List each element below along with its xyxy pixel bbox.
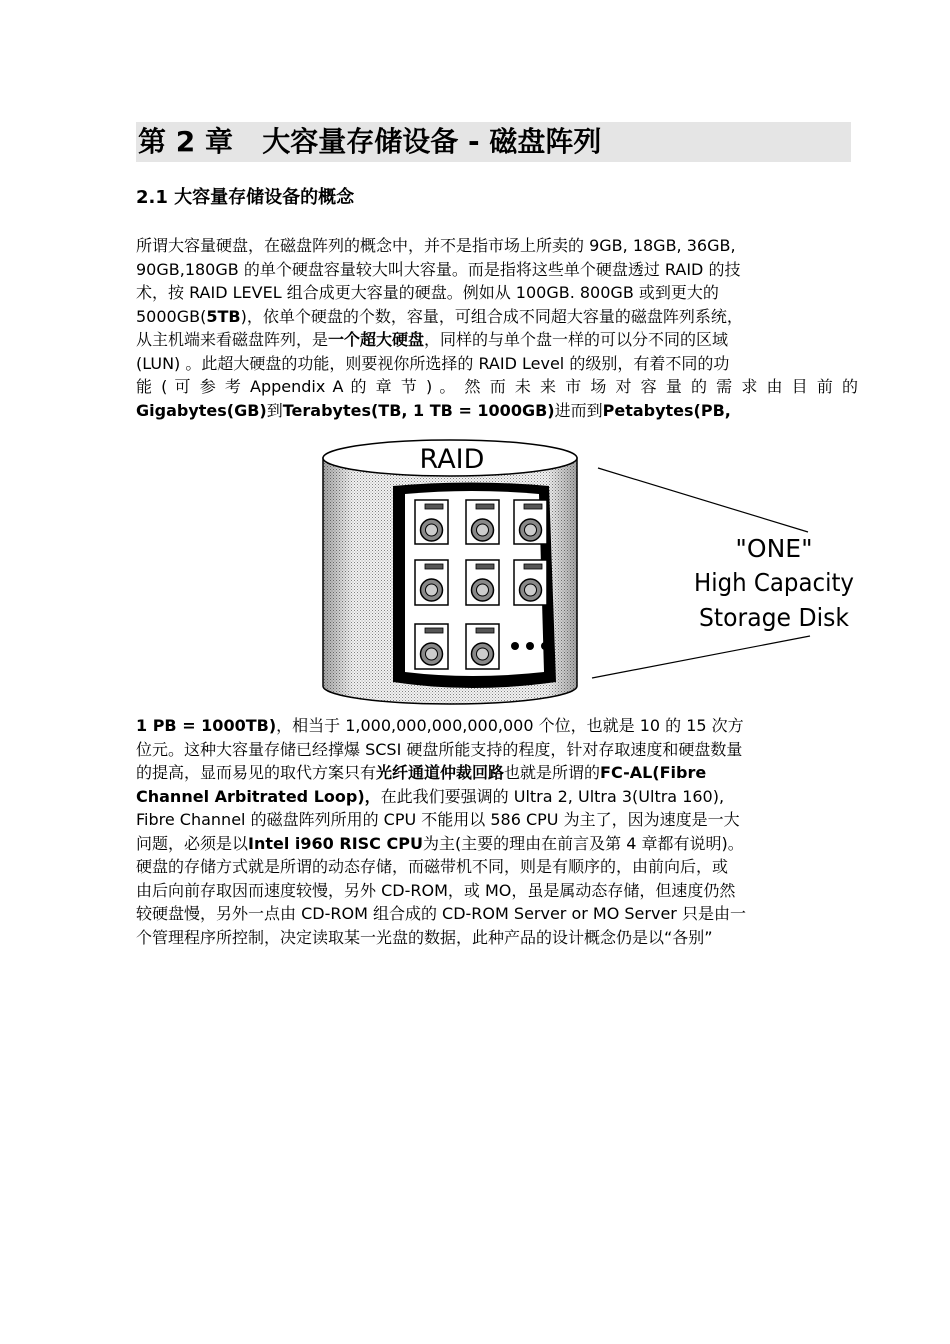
disk-icon [415,560,448,605]
bold-term: 5TB [206,306,241,326]
text-line: 90GB,180GB 的单个硬盘容量较大叫大容量。而是指将这些单个硬盘透过 RAID 的技 [136,259,741,279]
chapter-number: 第 2 章 [138,125,233,158]
section-number: 2.1 [136,187,168,208]
caption-line: Storage Disk [699,603,850,632]
paragraph-2 [136,714,858,949]
text-line: (LUN) 。此超大硬盘的功能，则要视你所选择的 RAID Level 的级别，有着不同的功 [136,353,730,373]
bold-term: 1 PB = 1000TB) [136,716,277,735]
raid-label: RAID [419,444,485,475]
raid-diagram [318,436,883,711]
disk-icon [466,500,499,544]
text-line: 术，按 RAID LEVEL 组合成更大容量的硬盘。例如从 100GB. 800GB 或到更大的 [136,283,719,302]
text-line: Fibre Channel 的磁盘阵列所用的 CPU 不能用以 586 CPU 为主了，因为速度是一大 [136,810,740,829]
bold-term: Channel Arbitrated Loop)， [136,786,381,806]
section-heading [136,184,354,212]
chapter-title: 大容量存储设备 - 磁盘阵列 [262,125,602,158]
bold-term: 一个超大硬盘 [328,330,425,349]
bold-term: Intel i960 RISC CPU [248,833,423,853]
bold-term: Petabytes(PB, [602,400,731,420]
text-line: Gigabytes(GB)到Terabytes(TB, 1 TB = 1000GB)进而到Petabytes(PB, [136,400,731,420]
text-line: 问题，必须是以Intel i960 RISC CPU为主(主要的理由在前言及第 4 章都有说明)。 [136,833,744,853]
text-line: 硬盘的存储方式就是所谓的动态存储，而磁带机不同，则是有顺序的，由前向后，或 [136,857,729,876]
pointer-line [592,636,810,678]
text-line: 能 ( 可 参 考 Appendix A 的 章 节 ) 。 然 而 未 来 市 场 对 容 量 的 需 求 由 目 前 的 [136,377,858,396]
text-line: 5000GB(5TB)，依单个硬盘的个数，容量，可组合成不同超大容量的磁盘阵列系统， [136,306,743,326]
pointer-line [598,468,808,532]
disk-icon [415,624,448,669]
bold-term: FC-AL(Fibre [600,763,707,782]
disk-icon [514,500,547,544]
disk-icon [514,560,547,605]
text-line: 位元。这种大容量存储已经撑爆 SCSI 硬盘所能支持的程度，针对存取速度和硬盘数量 [136,739,743,759]
disk-icon [466,624,499,669]
caption-line: High Capacity [694,568,855,597]
text-line: 1 PB = 1000TB)，相当于 1,000,000,000,000,000 个位，也就是 10 的 15 次方 [136,716,744,735]
text-line: 所谓大容量硬盘，在磁盘阵列的概念中，并不是指市场上所卖的 9GB, 18GB, 36GB, [136,236,736,255]
paragraph-1 [136,234,858,422]
bold-term: 光纤通道仲裁回路 [376,763,505,782]
text-line: 较硬盘慢，另外一点由 CD-ROM 组合成的 CD-ROM Server or MO Server 只是由一 [136,904,746,923]
text-line: Channel Arbitrated Loop)，在此我们要强调的 Ultra 2, Ultra 3(Ultra 160), [136,786,725,806]
chapter-heading [136,122,851,162]
disk-icon [415,500,448,544]
text-line: 由后向前存取因而速度较慢，另外 CD-ROM，或 MO，虽是属动态存储，但速度仍然 [136,880,736,900]
text-line: 个管理程序所控制，决定读取某一光盘的数据，此种产品的设计概念仍是以“各别” [136,927,713,947]
caption-line: "ONE" [735,534,813,563]
disk-icon [466,560,499,605]
text-line: 从主机端来看磁盘阵列，是一个超大硬盘，同样的与单个盘一样的可以分不同的区域 [136,330,729,349]
text-line: 的提高，显而易见的取代方案只有光纤通道仲裁回路也就是所谓的FC-AL(Fibre [136,763,707,782]
section-title: 大容量存储设备的概念 [174,187,355,208]
drive-bay [393,483,556,689]
bold-term: Terabytes(TB, 1 TB = 1000GB) [282,400,555,420]
ellipsis-icon [511,642,549,650]
bold-term: Gigabytes(GB) [136,400,267,420]
